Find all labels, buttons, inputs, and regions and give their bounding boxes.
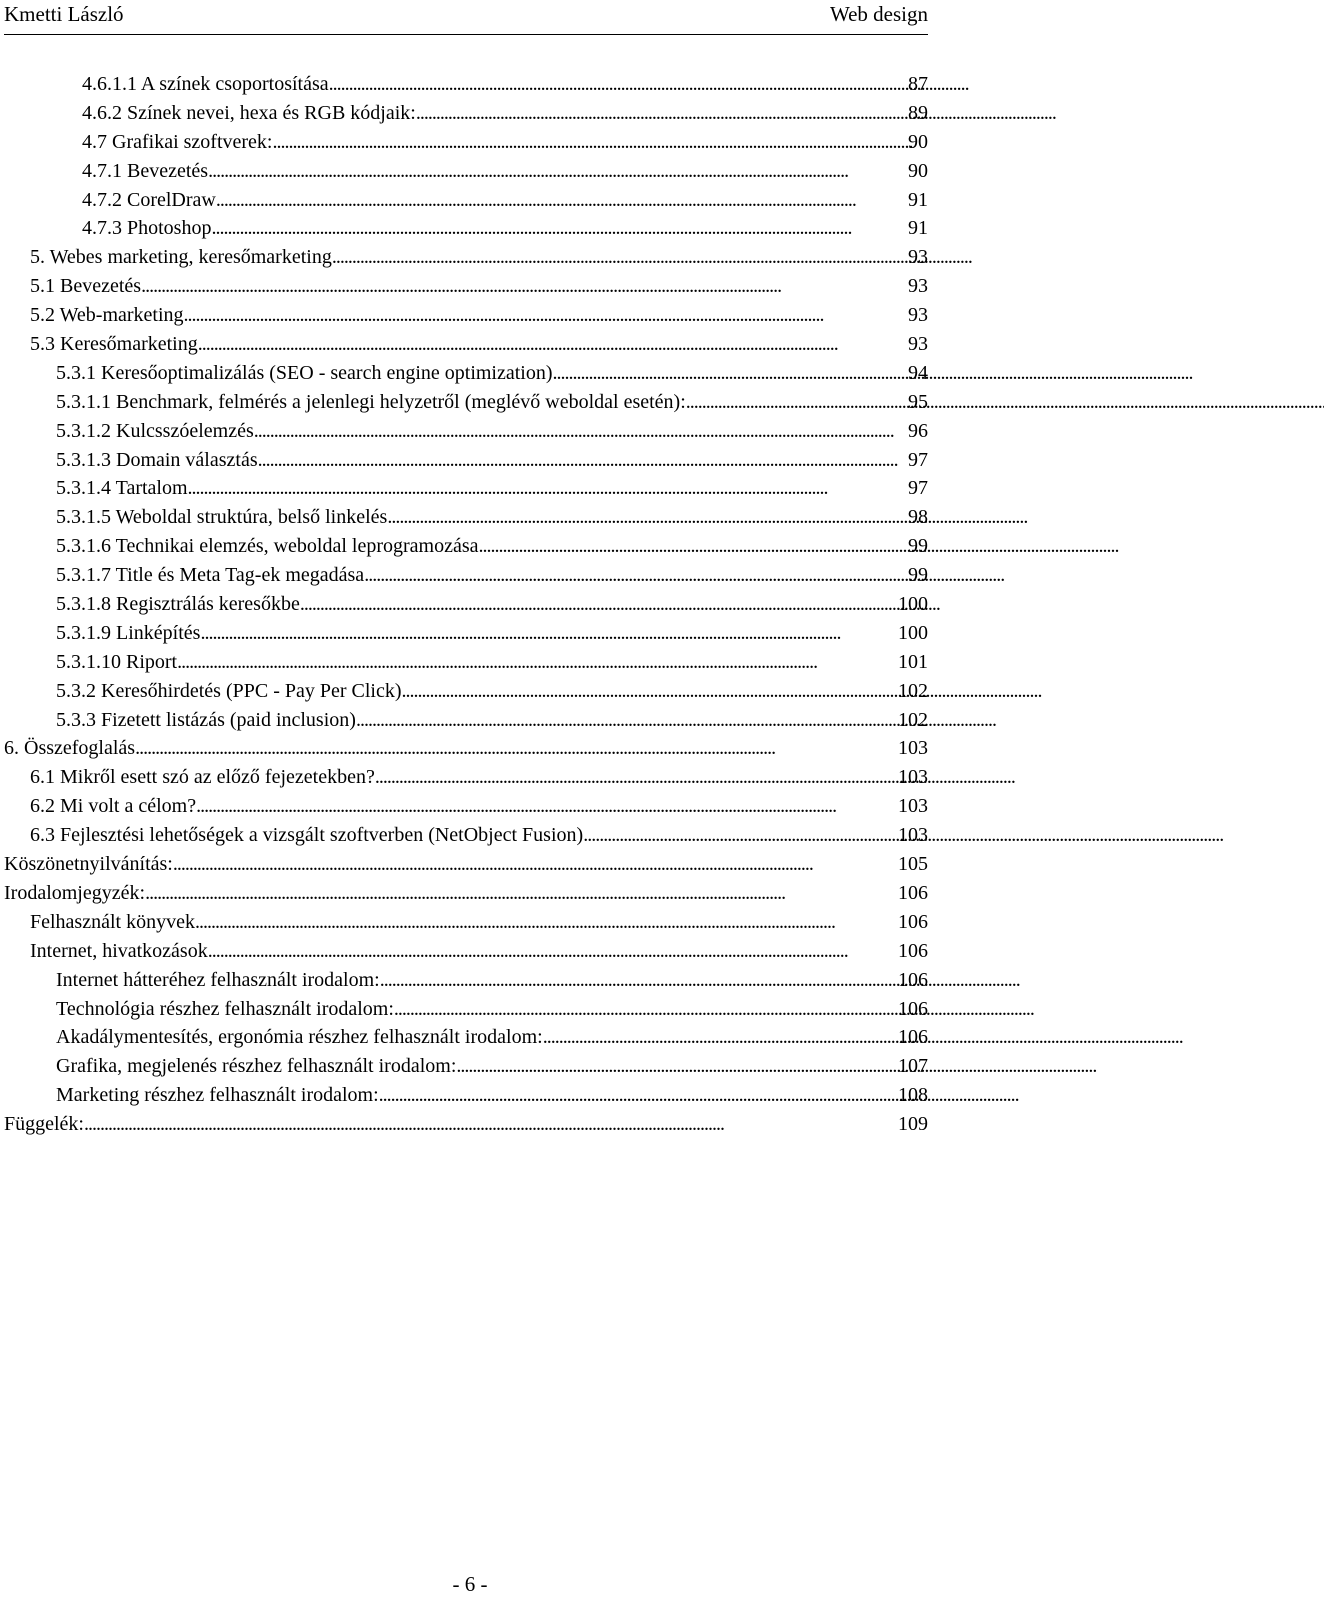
toc-entry[interactable] — [4, 995, 928, 1024]
toc-entry[interactable] — [4, 937, 928, 966]
toc-entry-page: 90 — [908, 130, 928, 153]
toc-entry-title: Irodalomjegyzék: — [4, 881, 146, 904]
toc-entry-title: 5.3.2 Keresőhirdetés (PPC - Pay Per Click) — [56, 679, 402, 702]
toc-entry[interactable] — [4, 1023, 928, 1052]
toc-entry[interactable] — [4, 128, 928, 157]
toc-entry-title: 4.7.2 CorelDraw — [82, 188, 216, 211]
toc-entry-page: 97 — [908, 477, 928, 500]
toc-entry-title: 5.2 Web-marketing — [30, 304, 184, 327]
toc-entry-title: 5.3.1.2 Kulcsszóelemzés — [56, 419, 254, 442]
toc-entry[interactable] — [4, 706, 928, 735]
toc-entry-page: 103 — [898, 737, 928, 760]
toc-entry[interactable] — [4, 474, 928, 503]
toc-entry[interactable] — [4, 99, 928, 128]
toc-entry-page: 100 — [898, 593, 928, 616]
toc-entry-page: 91 — [908, 188, 928, 211]
toc-entry-title: 4.7 Grafikai szoftverek: — [82, 130, 273, 153]
dot-leader — [195, 908, 896, 937]
dot-leader — [379, 1081, 896, 1110]
dot-leader — [196, 792, 896, 821]
toc-entry-title: 4.6.1.1 A színek csoportosítása — [82, 73, 329, 95]
toc-entry-page: 106 — [898, 881, 928, 904]
toc-entry-title: 5.3.1.6 Technikai elemzés, weboldal leprogramozása — [56, 535, 479, 558]
dot-leader — [135, 734, 896, 763]
toc-entry[interactable] — [4, 561, 928, 590]
toc-entry[interactable] — [4, 763, 928, 792]
toc-entry-title: Technológia részhez felhasznált irodalom: — [56, 997, 394, 1020]
toc-entry-page: 101 — [898, 650, 928, 673]
toc-entry-title: Köszönetnyilvánítás: — [4, 853, 173, 876]
dot-leader — [686, 388, 906, 417]
toc-entry-page: 106 — [898, 968, 928, 991]
toc-entry-title: 5.1 Bevezetés — [30, 275, 142, 298]
toc-entry-page: 103 — [898, 766, 928, 789]
toc-entry[interactable] — [4, 850, 928, 879]
dot-leader — [200, 619, 896, 648]
toc-entry-page: 93 — [908, 275, 928, 298]
toc-entry[interactable] — [4, 388, 928, 417]
toc-entry-page: 98 — [908, 506, 928, 529]
toc-entry-page: 99 — [908, 564, 928, 587]
toc-entry-page: 99 — [908, 535, 928, 558]
dot-leader — [416, 99, 906, 128]
dot-leader — [184, 301, 906, 330]
dot-leader — [332, 243, 906, 272]
toc-entry-page: 89 — [908, 101, 928, 124]
toc-entry-page: 91 — [908, 217, 928, 240]
dot-leader — [173, 850, 896, 879]
toc-entry[interactable] — [4, 792, 928, 821]
toc-entry[interactable] — [4, 734, 928, 763]
dot-leader — [329, 70, 906, 99]
toc-entry-page: 106 — [898, 939, 928, 962]
toc-entry-title: 5. Webes marketing, keresőmarketing — [30, 246, 332, 269]
page-number: - 6 - — [452, 1572, 488, 1596]
toc-entry-title: 5.3.1.10 Riport — [56, 650, 178, 673]
toc-entry[interactable] — [4, 1110, 928, 1139]
toc-entry[interactable] — [4, 301, 928, 330]
toc-entry-title: 5.3.1 Keresőoptimalizálás (SEO - search engine optimization) — [56, 361, 553, 384]
toc-entry-page: 106 — [898, 910, 928, 933]
toc-entry-title: 5.3.1.5 Weboldal struktúra, belső linkelés — [56, 506, 388, 529]
dot-leader — [402, 677, 896, 706]
toc-entry-page: 106 — [898, 997, 928, 1020]
toc-entry-page: 93 — [908, 333, 928, 356]
toc-entry[interactable] — [4, 619, 928, 648]
toc-entry-title: 4.7.1 Bevezetés — [82, 159, 209, 182]
toc-entry-page: 106 — [898, 1026, 928, 1049]
toc-entry-title: 5.3.1.4 Tartalom — [56, 477, 188, 500]
toc-entry[interactable] — [4, 908, 928, 937]
toc-entry[interactable] — [4, 359, 928, 388]
toc-entry-title: 5.3 Keresőmarketing — [30, 333, 198, 356]
toc-entry-title: 6.3 Fejlesztési lehetőségek a vizsgált szoftverben (NetObject Fusion) — [30, 824, 584, 847]
dot-leader — [364, 561, 906, 590]
toc-entry-title: Függelék: — [4, 1113, 84, 1136]
header-subject: Web design — [829, 2, 928, 26]
toc-entry-title: 4.6.2 Színek nevei, hexa és RGB kódjaik: — [82, 101, 416, 124]
toc-entry[interactable] — [4, 272, 928, 301]
dot-leader — [479, 532, 906, 561]
dot-leader — [188, 474, 906, 503]
toc-entry-page: 93 — [908, 304, 928, 327]
dot-leader — [211, 214, 906, 243]
header-author: Kmetti László — [4, 2, 124, 26]
dot-leader — [208, 937, 896, 966]
dot-leader — [543, 1023, 896, 1052]
dot-leader — [380, 966, 896, 995]
toc-entry[interactable] — [4, 446, 928, 475]
toc-entry-title: 6.1 Mikről esett szó az előző fejezetekben? — [30, 766, 375, 789]
toc-entry-page: 97 — [908, 448, 928, 471]
table-of-contents — [4, 70, 928, 1139]
dot-leader — [198, 330, 906, 359]
toc-entry-page: 87 — [908, 73, 928, 95]
toc-entry-page: 102 — [898, 679, 928, 702]
dot-leader — [208, 157, 906, 186]
toc-entry-title: 6.2 Mi volt a célom? — [30, 795, 197, 818]
toc-entry-title: 5.3.1.3 Domain választás — [56, 448, 258, 471]
toc-entry-page: 103 — [898, 795, 928, 818]
dot-leader — [177, 648, 896, 677]
toc-entry-page: 105 — [898, 853, 928, 876]
toc-entry-page: 103 — [898, 824, 928, 847]
toc-entry-page: 90 — [908, 159, 928, 182]
dot-leader — [141, 272, 906, 301]
dot-leader — [387, 503, 906, 532]
dot-leader — [553, 359, 906, 388]
toc-entry-title: Internet, hivatkozások — [30, 939, 208, 962]
dot-leader — [300, 590, 896, 619]
toc-entry-title: Internet hátteréhez felhasznált irodalom: — [56, 968, 380, 991]
toc-entry[interactable] — [4, 214, 928, 243]
toc-entry-page: 109 — [898, 1113, 928, 1136]
page-header — [4, 0, 928, 35]
toc-entry[interactable] — [4, 186, 928, 215]
dot-leader — [84, 1110, 896, 1139]
dot-leader — [272, 128, 906, 157]
toc-entry-title: 6. Összefoglalás — [4, 737, 136, 760]
toc-entry[interactable] — [4, 966, 928, 995]
toc-entry-page: 108 — [898, 1084, 928, 1107]
toc-entry[interactable] — [4, 417, 928, 446]
toc-entry-title: 5.3.1.8 Regisztrálás keresőkbe — [56, 593, 300, 616]
toc-entry-title: 5.3.3 Fizetett listázás (paid inclusion) — [56, 708, 356, 731]
dot-leader — [258, 446, 906, 475]
toc-entry[interactable] — [4, 677, 928, 706]
toc-entry-title: 5.3.1.9 Linképítés — [56, 621, 201, 644]
toc-entry[interactable] — [4, 1081, 928, 1110]
dot-leader — [456, 1052, 896, 1081]
toc-entry-title: 4.7.3 Photoshop — [82, 217, 212, 240]
toc-entry-title: Felhasznált könyvek — [30, 910, 195, 933]
toc-entry-page: 93 — [908, 246, 928, 269]
dot-leader — [394, 995, 896, 1024]
toc-entry[interactable] — [4, 879, 928, 908]
toc-entry-title: 5.3.1.1 Benchmark, felmérés a jelenlegi helyzetről (meglévő weboldal esetén): — [56, 390, 686, 413]
toc-entry-title: Akadálymentesítés, ergonómia részhez felhasznált irodalom: — [56, 1026, 543, 1049]
dot-leader — [375, 763, 896, 792]
toc-entry[interactable] — [4, 590, 928, 619]
dot-leader — [356, 706, 896, 735]
toc-entry-page: 94 — [908, 361, 928, 384]
toc-entry[interactable] — [4, 648, 928, 677]
dot-leader — [254, 417, 906, 446]
toc-entry-page: 95 — [908, 390, 928, 413]
toc-entry-page: 107 — [898, 1055, 928, 1078]
toc-entry-page: 96 — [908, 419, 928, 442]
toc-entry-page: 102 — [898, 708, 928, 731]
toc-entry[interactable] — [4, 821, 928, 850]
toc-entry[interactable] — [4, 1052, 928, 1081]
toc-entry[interactable] — [4, 330, 928, 359]
toc-entry[interactable] — [4, 532, 928, 561]
toc-entry[interactable] — [4, 243, 928, 272]
toc-entry-title: Grafika, megjelenés részhez felhasznált irodalom: — [56, 1055, 457, 1078]
toc-entry[interactable] — [4, 70, 928, 99]
toc-entry[interactable] — [4, 503, 928, 532]
dot-leader — [216, 186, 906, 215]
toc-entry-title: 5.3.1.7 Title és Meta Tag-ek megadása — [56, 564, 365, 587]
dot-leader — [145, 879, 896, 908]
toc-entry-title: Marketing részhez felhasznált irodalom: — [56, 1084, 379, 1107]
toc-entry[interactable] — [4, 157, 928, 186]
dot-leader — [583, 821, 896, 850]
toc-entry-page: 100 — [898, 621, 928, 644]
